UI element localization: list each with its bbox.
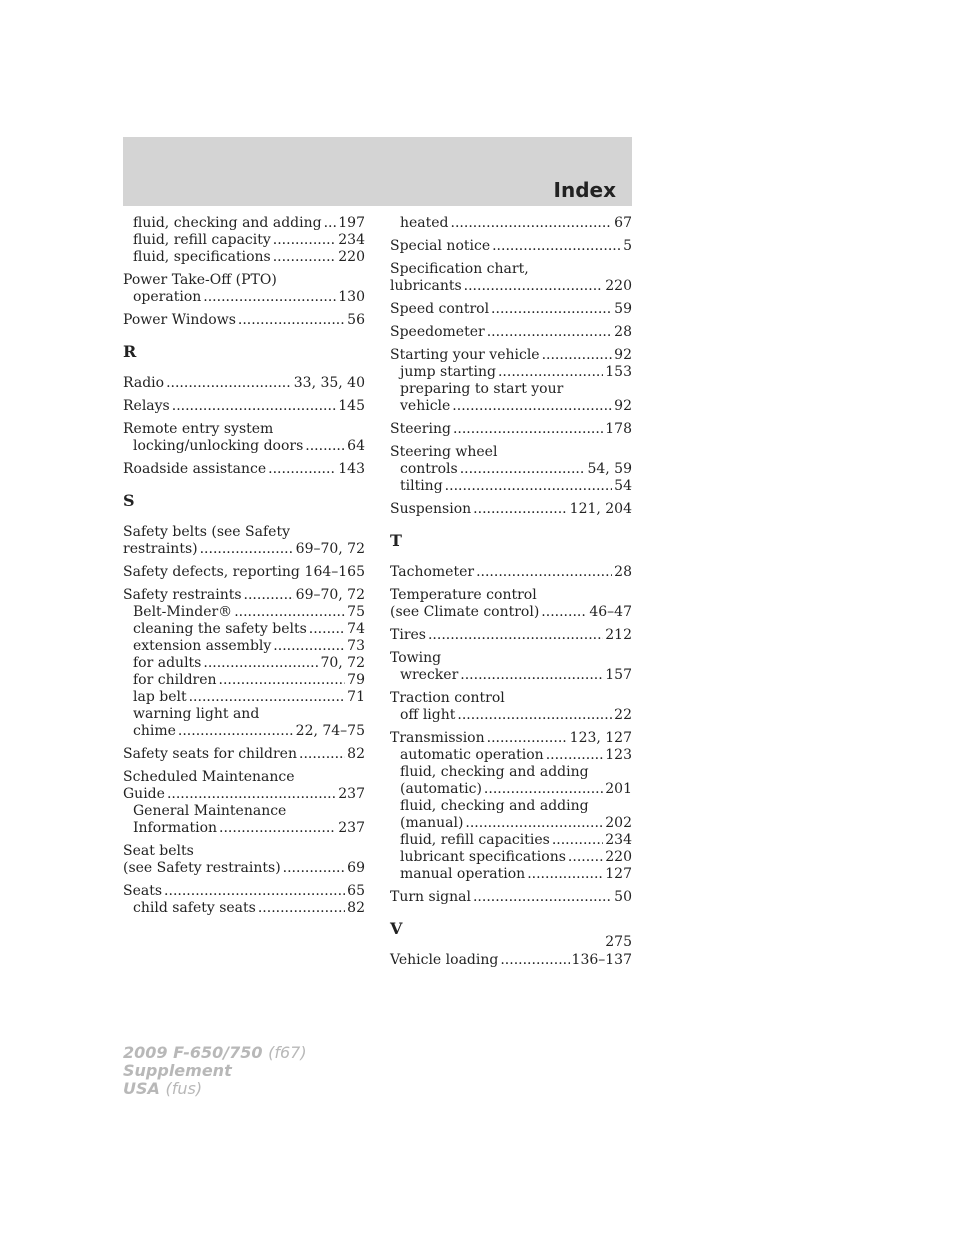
footer-line-1 (123, 1044, 307, 1062)
index-entry-line (390, 444, 632, 461)
entry-page-ref: 220 (605, 849, 632, 865)
entry-page-ref: 212 (605, 627, 632, 643)
entry-text: off light (400, 707, 456, 723)
dot-leader (546, 747, 604, 764)
dot-leader (166, 375, 292, 392)
index-subentry (390, 707, 632, 724)
entry-text: Power Take-Off (PTO) (123, 272, 277, 288)
entry-text: Seats (123, 883, 163, 899)
entry-text: Traction control (390, 690, 505, 706)
index-entry-line (123, 421, 365, 438)
index-subentry (123, 723, 365, 740)
entry-page-ref: 67 (614, 215, 632, 231)
index-subentry (123, 215, 365, 232)
index-subentry (123, 900, 365, 917)
index-subentry (390, 398, 632, 415)
index-subentry (390, 461, 632, 478)
index-letter-heading: S (123, 491, 135, 510)
entry-page-ref: 153 (605, 364, 632, 380)
entry-page-ref: 46–47 (589, 604, 632, 620)
entry-text: Relays (123, 398, 170, 414)
entry-text: Safety restraints (123, 587, 242, 603)
index-subentry (390, 381, 632, 398)
index-entry (123, 215, 365, 266)
dot-leader (273, 638, 345, 655)
index-entry-line (123, 843, 365, 860)
entry-text: extension assembly (133, 638, 272, 654)
entry-text: Starting your vehicle (390, 347, 540, 363)
index-subentry (123, 689, 365, 706)
entry-text: tilting (400, 478, 443, 494)
entry-text: for children (133, 672, 217, 688)
footer-line-3 (123, 1080, 307, 1098)
index-subentry (390, 866, 632, 883)
dot-leader (234, 604, 345, 621)
entry-page-ref: 5 (623, 238, 632, 254)
entry-text: Safety defects, reporting (123, 564, 300, 580)
entry-text: manual operation (400, 866, 526, 882)
entry-text: restraints) (123, 541, 198, 557)
entry-page-ref: 127 (605, 866, 632, 882)
index-entry-line (390, 261, 632, 278)
footer-market: USA (123, 1079, 160, 1098)
entry-text: (see Safety restraints) (123, 860, 281, 876)
index-entry-line (390, 347, 632, 364)
entry-text: locking/unlocking doors (133, 438, 304, 454)
entry-text: child safety seats (133, 900, 256, 916)
dot-leader (552, 832, 603, 849)
entry-text: fluid, specifications (133, 249, 271, 265)
index-entry-line (390, 690, 632, 707)
dot-leader (219, 820, 336, 837)
dot-leader (465, 815, 603, 832)
index-entry-line (123, 461, 365, 478)
index-entry (390, 889, 632, 906)
dot-leader (457, 707, 612, 724)
entry-text: fluid, refill capacity (133, 232, 271, 248)
entry-text: Tires (390, 627, 426, 643)
dot-leader (178, 723, 294, 740)
index-entry (123, 461, 365, 478)
footer-market-code: (fus) (165, 1079, 203, 1098)
index-entry (123, 375, 365, 392)
index-entry (123, 843, 365, 877)
entry-text: Suspension (390, 501, 472, 517)
index-entry-line (123, 375, 365, 392)
entry-text: Belt-Minder® (133, 604, 233, 620)
entry-text: Tachometer (390, 564, 475, 580)
dot-leader (460, 461, 586, 478)
index-entry-line (390, 238, 632, 255)
index-subentry (390, 364, 632, 381)
index-entry (123, 746, 365, 763)
entry-page-ref: 69–70, 72 (295, 541, 365, 557)
entry-text: Seat belts (123, 843, 194, 859)
dot-leader (172, 398, 337, 415)
dot-leader (445, 478, 613, 495)
dot-leader (305, 438, 345, 455)
index-entry-line (123, 587, 365, 604)
entry-text: Scheduled Maintenance (123, 769, 295, 785)
entry-page-ref: 54, 59 (587, 461, 632, 477)
dot-leader (464, 278, 604, 295)
entry-page-ref: 22 (614, 707, 632, 723)
index-subentry (390, 747, 632, 764)
index-entry (390, 952, 632, 969)
index-entry (390, 444, 632, 495)
entry-text: fluid, checking and adding (400, 798, 589, 814)
header-band (123, 137, 632, 206)
entry-text: lubricants (390, 278, 462, 294)
index-subentry (390, 849, 632, 866)
dot-leader (219, 672, 346, 689)
index-entry (390, 690, 632, 724)
entry-page-ref: 237 (338, 786, 365, 802)
dot-leader (487, 730, 568, 747)
entry-text: General Maintenance (133, 803, 287, 819)
entry-page-ref: 178 (605, 421, 632, 437)
dot-leader (299, 746, 345, 763)
dot-leader (428, 627, 603, 644)
dot-leader (487, 324, 612, 341)
entry-text: Safety seats for children (123, 746, 297, 762)
index-subentry (390, 764, 632, 781)
entry-text: (see Climate control) (390, 604, 540, 620)
index-entry (390, 650, 632, 684)
index-entry (123, 398, 365, 415)
entry-text: Special notice (390, 238, 491, 254)
entry-text: Specification chart, (390, 261, 529, 277)
dot-leader (453, 421, 603, 438)
index-entry-line (390, 889, 632, 906)
dot-leader (189, 689, 346, 706)
footer-supplement: Supplement (123, 1061, 232, 1080)
entry-page-ref: 70, 72 (320, 655, 365, 671)
index-subentry (123, 232, 365, 249)
index-entry (390, 501, 632, 518)
index-column-right (390, 215, 632, 975)
index-entry (390, 238, 632, 255)
entry-page-ref: 136–137 (571, 952, 632, 968)
dot-leader (498, 364, 603, 381)
entry-text: Temperature control (390, 587, 537, 603)
dot-leader (258, 900, 345, 917)
index-letter-heading: T (390, 531, 402, 550)
index-entry (123, 524, 365, 558)
section-title: Index (553, 178, 616, 202)
dot-leader (273, 249, 337, 266)
entry-page-ref: 54 (614, 478, 632, 494)
footer-line-2 (123, 1062, 307, 1080)
entry-text: Turn signal (390, 889, 471, 905)
dot-leader (200, 541, 294, 558)
entry-text: vehicle (400, 398, 451, 414)
entry-text: fluid, refill capacities (400, 832, 550, 848)
index-subentry (390, 215, 632, 232)
index-entry (390, 421, 632, 438)
index-entry-line (123, 541, 365, 558)
entry-text: wrecker (400, 667, 459, 683)
dot-leader (268, 461, 336, 478)
footer-model-code: (f67) (268, 1043, 307, 1062)
entry-text: (manual) (400, 815, 464, 831)
dot-leader (324, 215, 337, 232)
entry-page-ref: 234 (605, 832, 632, 848)
entry-page-ref: 237 (338, 820, 365, 836)
dot-leader (283, 860, 346, 877)
entry-page-ref: 164–165 (304, 564, 365, 580)
entry-page-ref: 22, 74–75 (295, 723, 365, 739)
index-entry (390, 261, 632, 295)
entry-page-ref: 74 (347, 621, 365, 637)
entry-text: (automatic) (400, 781, 482, 797)
entry-text: Radio (123, 375, 165, 391)
index-subentry (123, 438, 365, 455)
index-entry-line (123, 786, 365, 803)
entry-page-ref: 92 (614, 347, 632, 363)
entry-page-ref: 202 (605, 815, 632, 831)
index-entry (390, 587, 632, 621)
entry-text: cleaning the safety belts (133, 621, 307, 637)
index-entry (390, 215, 632, 232)
index-entry (390, 564, 632, 581)
dot-leader (500, 952, 569, 969)
entry-page-ref: 71 (347, 689, 365, 705)
dot-leader (452, 398, 612, 415)
index-subentry (390, 798, 632, 815)
entry-text: Safety belts (see Safety (123, 524, 290, 540)
dot-leader (302, 564, 303, 581)
index-entry-line (123, 860, 365, 877)
index-subentry (390, 667, 632, 684)
index-entry (390, 301, 632, 318)
index-entry-line (390, 564, 632, 581)
index-entry-line (123, 272, 365, 289)
entry-page-ref: 82 (347, 746, 365, 762)
footer-model: 2009 F-650/750 (123, 1043, 263, 1062)
entry-text: lubricant specifications (400, 849, 566, 865)
entry-text: warning light and (133, 706, 260, 722)
index-entry-line (390, 501, 632, 518)
index-subentry (123, 706, 365, 723)
index-entry (390, 627, 632, 644)
entry-page-ref: 56 (347, 312, 365, 328)
entry-page-ref: 69–70, 72 (295, 587, 365, 603)
entry-text: Information (133, 820, 218, 836)
entry-page-ref: 64 (347, 438, 365, 454)
entry-page-ref: 123 (605, 747, 632, 763)
index-subentry (390, 815, 632, 832)
entry-text: for adults (133, 655, 202, 671)
dot-leader (309, 621, 345, 638)
index-entry-line (123, 769, 365, 786)
entry-text: automatic operation (400, 747, 544, 763)
entry-text: Remote entry system (123, 421, 274, 437)
index-entry (123, 272, 365, 306)
index-entry (123, 587, 365, 740)
entry-text: controls (400, 461, 458, 477)
entry-page-ref: 197 (338, 215, 365, 231)
index-entry-line (390, 604, 632, 621)
index-letter-heading: V (390, 919, 403, 938)
index-subentry (390, 832, 632, 849)
dot-leader (238, 312, 345, 329)
index-entry-line (390, 650, 632, 667)
dot-leader (473, 501, 567, 518)
index-entry-line (390, 587, 632, 604)
entry-page-ref: 220 (338, 249, 365, 265)
index-subentry (390, 478, 632, 495)
index-entry-line (390, 301, 632, 318)
index-letter-heading: R (123, 342, 137, 361)
index-subentry (123, 803, 365, 820)
index-entry-line (390, 278, 632, 295)
dot-leader (167, 786, 336, 803)
entry-page-ref: 130 (338, 289, 365, 305)
index-entry (123, 769, 365, 837)
entry-text: Power Windows (123, 312, 236, 328)
entry-page-ref: 65 (347, 883, 365, 899)
entry-text: Speedometer (390, 324, 485, 340)
entry-page-ref: 69 (347, 860, 365, 876)
entry-page-ref: 75 (347, 604, 365, 620)
entry-page-ref: 59 (614, 301, 632, 317)
index-column-left (123, 215, 365, 923)
entry-text: chime (133, 723, 176, 739)
index-subentry (123, 604, 365, 621)
index-entry-line (390, 730, 632, 747)
dot-leader (492, 238, 621, 255)
index-entry-line (123, 883, 365, 900)
entry-page-ref: 123, 127 (569, 730, 632, 746)
entry-text: Steering wheel (390, 444, 498, 460)
entry-page-ref: 73 (347, 638, 365, 654)
entry-page-ref: 82 (347, 900, 365, 916)
index-entry-line (123, 312, 365, 329)
dot-leader (273, 232, 337, 249)
entry-text: lap belt (133, 689, 187, 705)
dot-leader (164, 883, 345, 900)
entry-page-ref: 28 (614, 564, 632, 580)
dot-leader (527, 866, 603, 883)
index-entry (390, 347, 632, 415)
index-entry-line (123, 564, 365, 581)
index-subentry (123, 621, 365, 638)
dot-leader (203, 655, 318, 672)
index-entry (123, 883, 365, 917)
index-subentry (123, 655, 365, 672)
entry-text: Speed control (390, 301, 490, 317)
index-entry-line (390, 952, 632, 969)
index-entry (390, 730, 632, 883)
index-entry-line (123, 398, 365, 415)
dot-leader (244, 587, 294, 604)
entry-page-ref: 28 (614, 324, 632, 340)
dot-leader (460, 667, 603, 684)
index-entry-line (123, 746, 365, 763)
entry-text: heated (400, 215, 449, 231)
index-entry-line (390, 421, 632, 438)
index-entry (123, 564, 365, 581)
entry-text: Vehicle loading (390, 952, 499, 968)
entry-page-ref: 201 (605, 781, 632, 797)
index-subentry (123, 820, 365, 837)
index-entry-line (390, 627, 632, 644)
index-subentry (123, 638, 365, 655)
page-number: 275 (605, 934, 632, 950)
dot-leader (473, 889, 612, 906)
index-subentry (123, 672, 365, 689)
index-entry (123, 312, 365, 329)
index-subentry (123, 249, 365, 266)
index-entry (390, 324, 632, 341)
entry-text: fluid, checking and adding (400, 764, 589, 780)
entry-page-ref: 143 (338, 461, 365, 477)
entry-page-ref: 92 (614, 398, 632, 414)
entry-page-ref: 157 (605, 667, 632, 683)
index-entry-line (390, 324, 632, 341)
dot-leader (491, 301, 612, 318)
index-entry (123, 421, 365, 455)
entry-page-ref: 234 (338, 232, 365, 248)
entry-page-ref: 145 (338, 398, 365, 414)
entry-page-ref: 79 (347, 672, 365, 688)
dot-leader (476, 564, 612, 581)
dot-leader (484, 781, 603, 798)
entry-text: Steering (390, 421, 451, 437)
footer (123, 1044, 307, 1098)
entry-text: fluid, checking and adding (133, 215, 322, 231)
entry-text: operation (133, 289, 202, 305)
index-subentry (123, 289, 365, 306)
entry-page-ref: 50 (614, 889, 632, 905)
entry-text: preparing to start your (400, 381, 564, 397)
dot-leader (568, 849, 603, 866)
dot-leader (541, 604, 587, 621)
dot-leader (203, 289, 336, 306)
index-subentry (390, 781, 632, 798)
dot-leader (451, 215, 613, 232)
entry-text: Guide (123, 786, 165, 802)
entry-text: jump starting (400, 364, 496, 380)
entry-page-ref: 33, 35, 40 (293, 375, 365, 391)
entry-text: Roadside assistance (123, 461, 267, 477)
entry-text: Towing (390, 650, 442, 666)
dot-leader (542, 347, 613, 364)
entry-text: Transmission (390, 730, 485, 746)
entry-page-ref: 220 (605, 278, 632, 294)
index-entry-line (123, 524, 365, 541)
entry-page-ref: 121, 204 (569, 501, 632, 517)
